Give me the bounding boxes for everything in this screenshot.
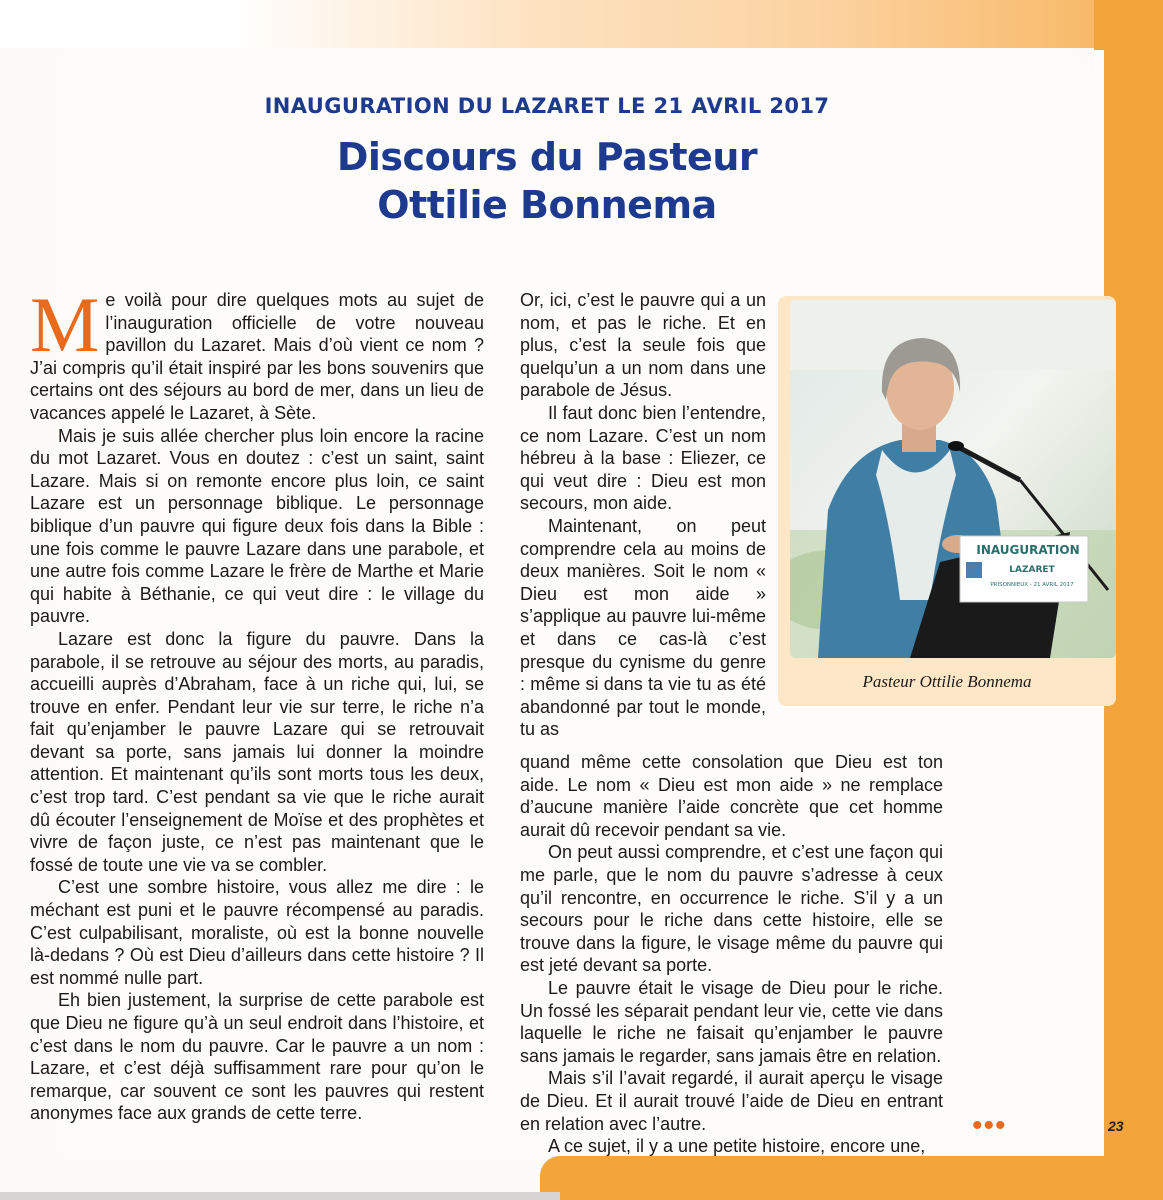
paragraph: Il faut donc bien l’entendre, ce nom Lazare. C’est un nom hébreu à la base : Eliezer, ce qui veut dire : Dieu est mon secours, mon aide. xyxy=(520,402,766,514)
article-kicker: INAUGURATION DU LAZARET LE 21 AVRIL 2017 xyxy=(264,94,830,118)
bottom-gray-strip xyxy=(0,1192,560,1200)
paragraph: Mais s’il l’avait regardé, il aurait aperçu le visage de Dieu. Et il aurait trouvé l’aide de Dieu en entrant en relation avec l’autre. xyxy=(520,1068,943,1134)
article-title xyxy=(60,133,1034,229)
paragraph: On peut aussi comprendre, et c’est une façon qui me parle, que le nom du pauvre s’adresse à ceux qu’il rencontre, en occurrence le riche. S’il y a un secours pour le riche dans cette histoire, elle se trouve dans la figure, le visage même du pauvre qui est jeté devant sa porte. xyxy=(520,842,943,976)
paragraph: quand même cette consolation que Dieu est ton aide. Le nom « Dieu est mon aide » ne remplace d’aucune manière l’aide concrète que cet homme aurait dû recevoir pendant sa vie. xyxy=(520,752,943,840)
article-column-1 xyxy=(30,281,484,1125)
paragraph: Or, ici, c’est le pauvre qui a un nom, et pas le riche. Et en plus, c’est la seule fois que quelqu’un a un nom dans une parabole de Jésus. xyxy=(520,290,766,401)
page-number: 23 xyxy=(1108,1118,1124,1134)
paragraph: A ce sujet, il y a une petite histoire, encore une, xyxy=(548,1136,926,1157)
paragraph: Le pauvre était le visage de Dieu pour le riche. Un fossé les séparait pendant leur vie, cette vie dans laquelle le riche ne faisait qu’enjamber le pauvre sans jamais le regarder, sans jamais être en relation. xyxy=(520,977,943,1066)
paragraph: Lazare est donc la figure du pauvre. Dans la parabole, il se retrouve au séjour des morts, au paradis, accueilli auprès d’Abraham, face à un riche qui, lui, se trouve en enfer. Pendant leur vie sur terre, le riche n’a fait qu’enjamber le pauvre Lazare qui se retrouvait devant sa porte, sans jamais lui donner la moindre attention. Et maintenant qu’ils sont morts tous les deux, c’est trop tard. C’est pendant sa vie que le riche aurait dû écouter l’enseignement de Moïse et des prophètes et vivre de façon juste, ce n’est pas maintenant que le fossé de toute une vie va se combler. xyxy=(30,628,484,875)
paragraph: Mais je suis allée chercher plus loin encore la racine du mot Lazaret. Vous en doutez : c’est un saint, saint Lazare. Mais si on remonte encore plus loin, ce saint Lazare est un personnage biblique. Le personnage biblique d’un pauvre qui figure deux fois dans la Bible : une fois comme le pauvre Lazare dans une parabole, et une autre fois comme Lazare le frère de Marthe et Marie qui habite à Béthanie, ce qui veut dire : le village du pauvre. xyxy=(30,425,484,627)
paragraph: C’est une sombre histoire, vous allez me dire : le méchant est puni et le pauvre récompensé au paradis. C’est culpabilisant, moraliste, où est la bonne nouvelle là-dedans ? Où est Dieu d’ailleurs dans cette histoire ? Il est nommé nulle part. xyxy=(30,877,484,988)
title-line-1: Discours du Pasteur xyxy=(336,135,758,179)
paragraph xyxy=(30,281,484,425)
title-line-2: Ottilie Bonnema xyxy=(377,183,717,227)
article-column-3 xyxy=(520,751,943,1158)
paragraph: Maintenant, on peut comprendre cela au moins de deux manières. Soit le nom « Dieu est mon aide » s’applique au pauvre lui-même et dans ce cas-là c’est presque du cynisme du genre : même si dans ta vie tu as été abandonné par tout le monde, tu as xyxy=(520,515,766,740)
paragraph-text: e voilà pour dire quelques mots au sujet de l’inauguration officielle de votre nouveau pavillon du Lazaret. Mais d’où vient ce nom ? J’ai compris qu’il était inspiré par les bons souvenirs que certains ont des séjours au bord de mer, dans un lieu de vacances appelé le Lazaret, à Sète. xyxy=(30,290,484,423)
article-column-2 xyxy=(520,289,766,741)
paragraph: Eh bien justement, la surprise de cette parabole est que Dieu ne figure qu’à un seul endroit dans l’histoire, et c’est dans le nom du pauvre. Car le pauvre a un nom : Lazare, et c’est déjà suffisamment rare pour qu’on le remarque, car souvent ce sont les pauvres qui restent anonymes face aux grands de cette terre. xyxy=(30,990,484,1124)
speaker-photo xyxy=(790,300,1116,658)
sign-date: PRISONNIEUX - 21 AVRIL 2017 xyxy=(990,582,1074,588)
ornament-dots: ••• xyxy=(972,1109,1007,1142)
sign-title: INAUGURATION xyxy=(976,543,1080,557)
photo-caption: Pasteur Ottilie Bonnema xyxy=(862,672,1032,691)
top-orange-band xyxy=(0,0,1163,48)
drop-cap: M xyxy=(30,281,100,368)
bottom-orange-band xyxy=(540,1156,1163,1200)
sign-subtitle: LAZARET xyxy=(1009,565,1055,575)
